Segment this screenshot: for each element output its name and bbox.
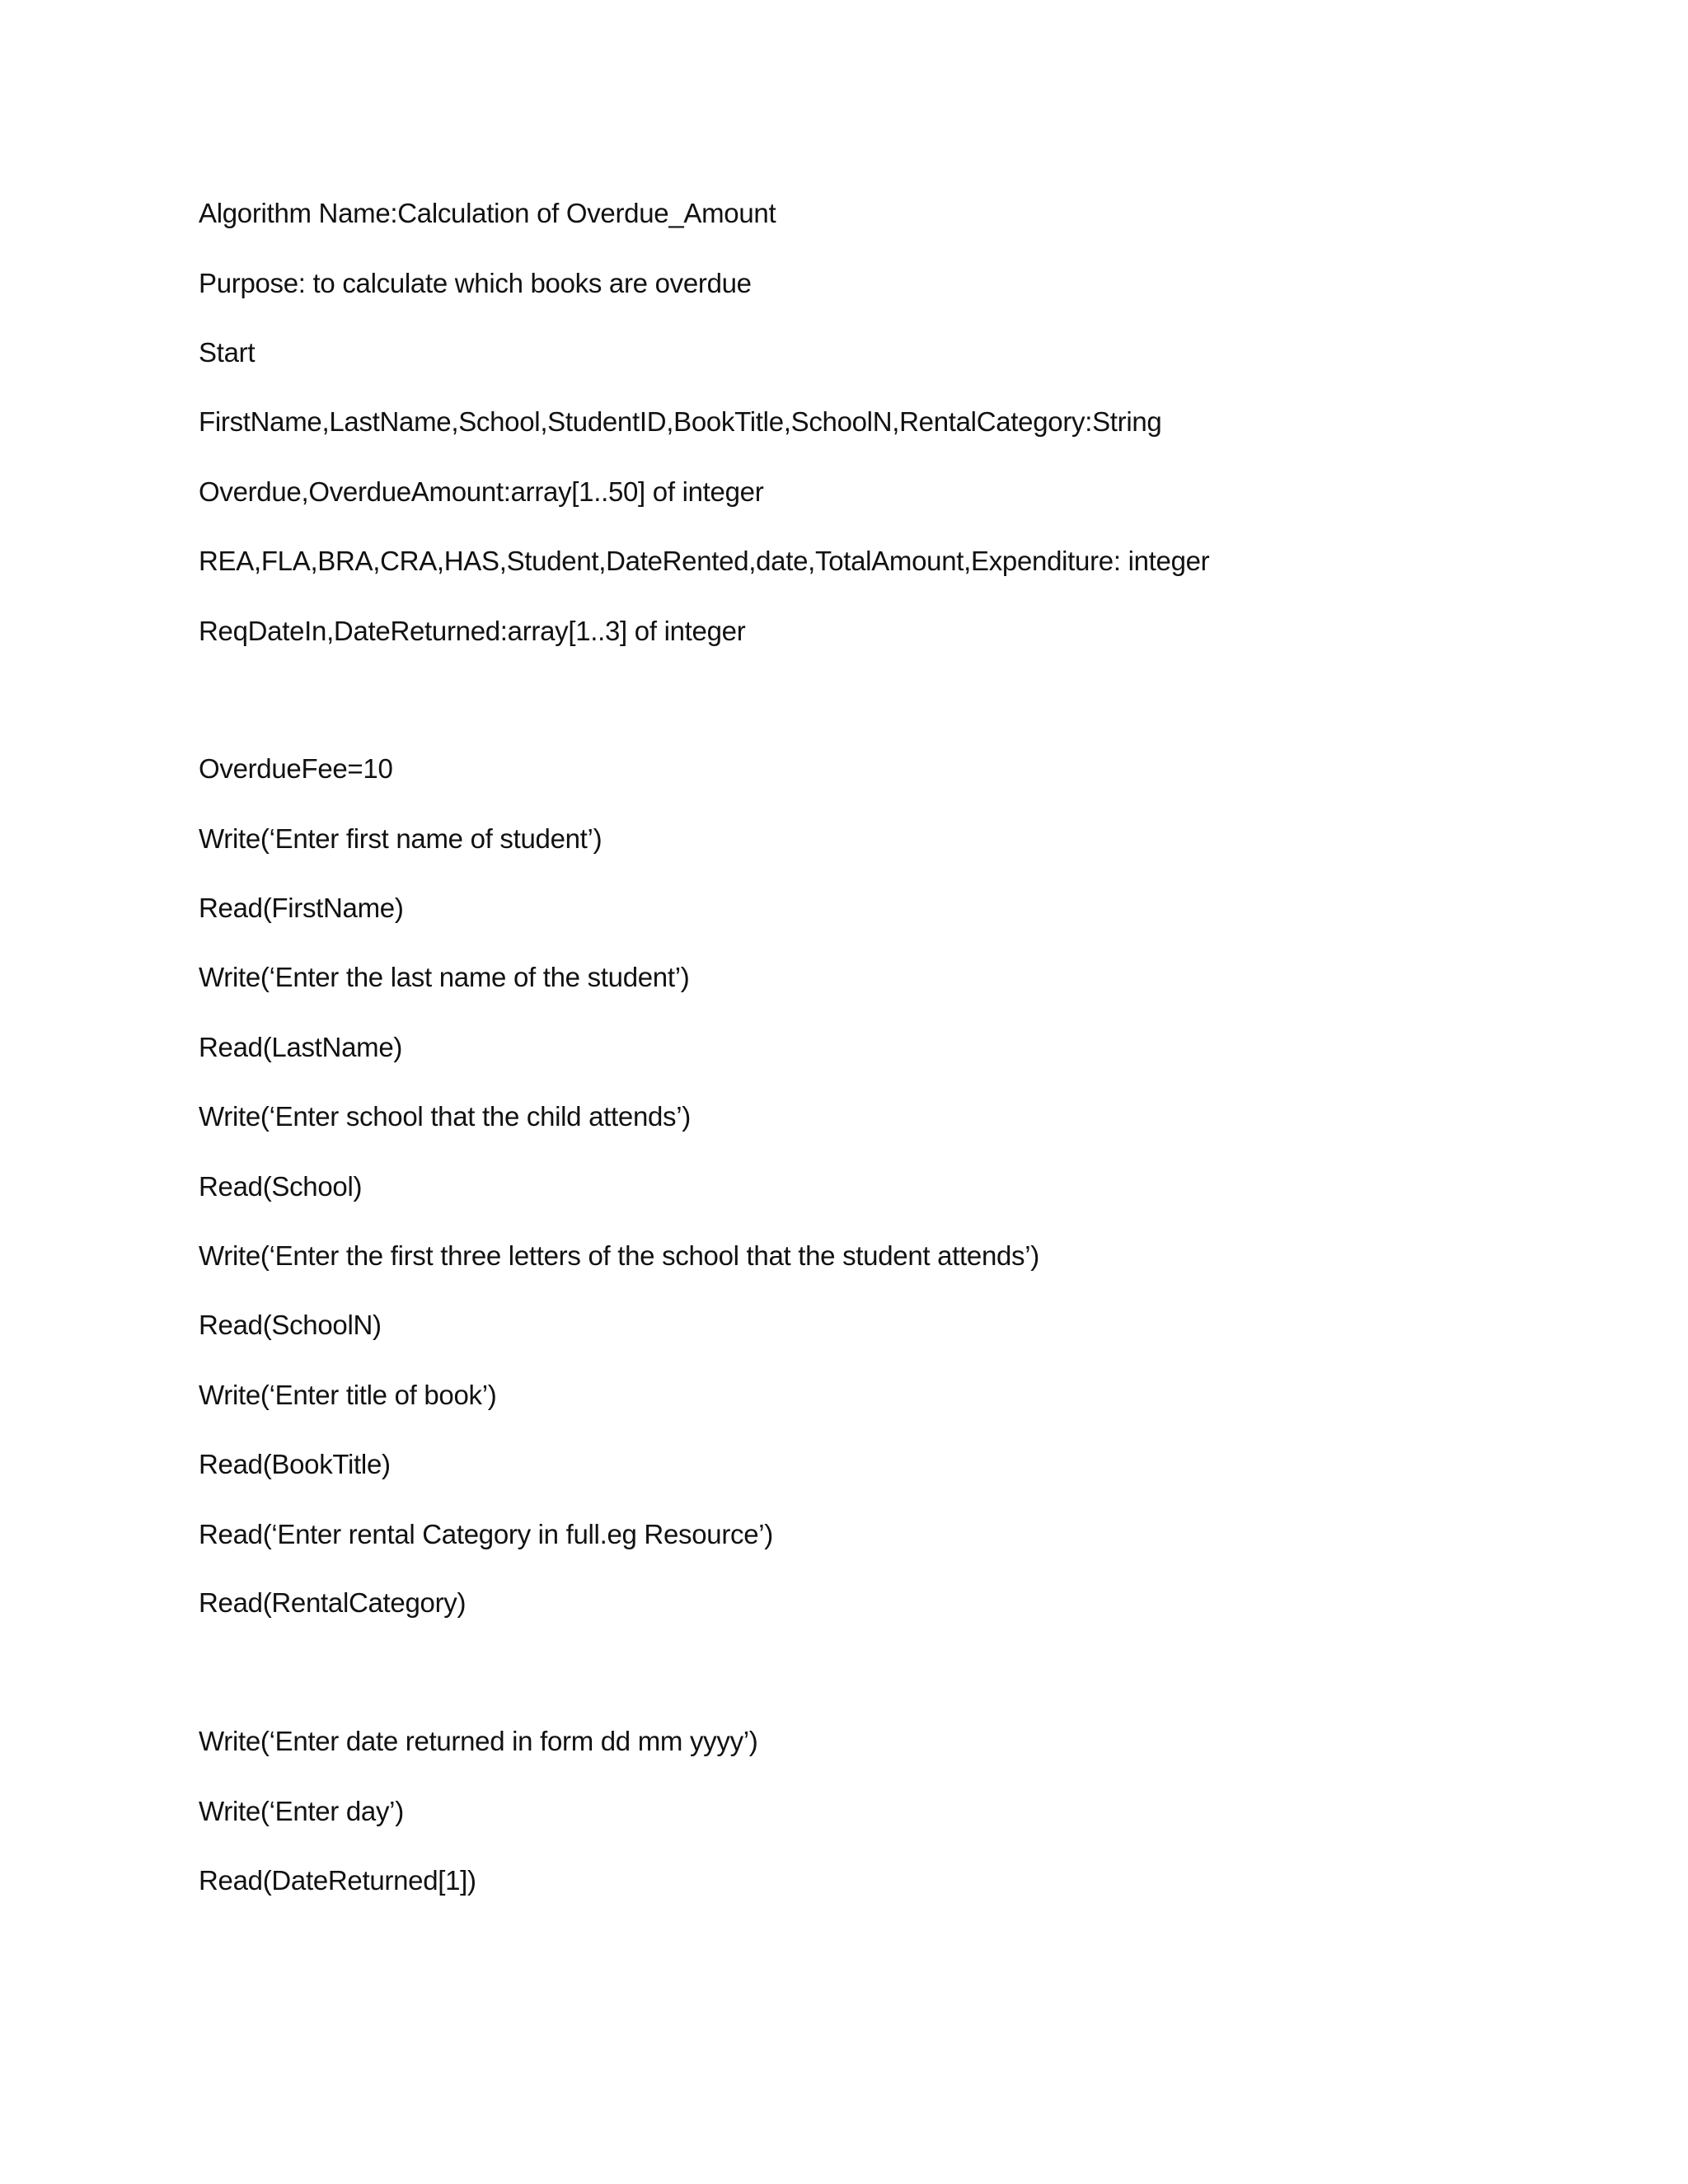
integer-declaration-line: REA,FLA,BRA,CRA,HAS,Student,DateRented,date,TotalAmount,Expenditure: integer bbox=[199, 546, 1210, 576]
overdue-fee-line: OverdueFee=10 bbox=[199, 753, 393, 784]
purpose-line: Purpose: to calculate which books are overdue bbox=[199, 268, 752, 298]
read-rental-category-prompt-line: Read(‘Enter rental Category in full.eg Resource’) bbox=[199, 1519, 773, 1549]
read-first-name-line: Read(FirstName) bbox=[199, 893, 404, 923]
algorithm-name-line: Algorithm Name:Calculation of Overdue_Amount bbox=[199, 198, 776, 228]
write-date-returned-line: Write(‘Enter date returned in form dd mm yyyy’) bbox=[199, 1726, 758, 1756]
string-declaration-line: FirstName,LastName,School,StudentID,BookTitle,SchoolN,RentalCategory:String bbox=[199, 406, 1162, 437]
write-school-letters-line: Write(‘Enter the first three letters of the school that the student attends’) bbox=[199, 1240, 1039, 1271]
read-date-returned-line: Read(DateReturned[1]) bbox=[199, 1865, 476, 1896]
write-day-line: Write(‘Enter day’) bbox=[199, 1796, 404, 1826]
write-school-line: Write(‘Enter school that the child attends’) bbox=[199, 1101, 691, 1132]
read-school-letters-line: Read(SchoolN) bbox=[199, 1310, 382, 1340]
read-book-title-line: Read(BookTitle) bbox=[199, 1449, 391, 1479]
date-array-declaration-line: ReqDateIn,DateReturned:array[1..3] of integer bbox=[199, 616, 746, 646]
start-line: Start bbox=[199, 337, 256, 368]
write-first-name-line: Write(‘Enter first name of student’) bbox=[199, 823, 603, 854]
read-school-line: Read(School) bbox=[199, 1171, 363, 1202]
overdue-array-declaration-line: Overdue,OverdueAmount:array[1..50] of integer bbox=[199, 476, 764, 507]
read-rental-category-line: Read(RentalCategory) bbox=[199, 1587, 467, 1618]
write-last-name-line: Write(‘Enter the last name of the student’) bbox=[199, 962, 690, 992]
write-book-title-line: Write(‘Enter title of book’) bbox=[199, 1380, 497, 1410]
read-last-name-line: Read(LastName) bbox=[199, 1032, 403, 1062]
